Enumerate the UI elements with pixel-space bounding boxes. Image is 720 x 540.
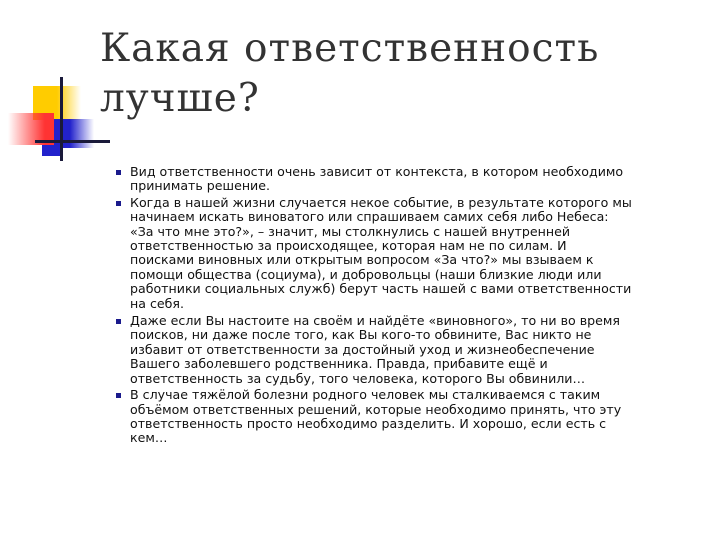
bullet-list [116,165,706,448]
list-item-text-line: Вид ответственности очень зависит от контекста, в котором необходимо [130,164,624,179]
list-item-text-line: ответственность просто необходимо разделить. И хорошо, если есть с [130,415,607,431]
list-item-text-line: кем… [130,430,168,446]
bullet-icon [116,393,121,398]
decorative-squares-logo [0,0,110,170]
bullet-icon [116,201,121,206]
bullet-icon [116,170,121,175]
list-item-text-line: объёмом ответственных решений, которые необходимо принять, что эту [130,401,622,417]
list-item [116,196,706,311]
slide-title [100,24,599,124]
list-item-text-line: поисков, ни даже после того, как Вы кого-то обвините, Вас никто не [130,327,592,343]
list-item-text-line: принимать решение. [130,178,270,194]
list-item-text-line: «За что мне это?», – значит, мы столкнулись с нашей внутренней [130,223,571,239]
list-item-text-line: Вашего заболевшего родственника. Правда, прибавите ещё и [130,356,548,372]
list-item-text-line: избавит от ответственности за достойный уход и жизнеобеспечение [130,341,595,357]
list-item [116,388,706,446]
list-item-text-line: помощи общества (социума), и добровольцы (наши близкие люди или [130,266,602,282]
list-item-text-line: ответственностью за происходящее, которая нам не по силам. И [130,238,567,254]
bullet-icon [116,319,121,324]
list-item-text-line: работники социальных служб) берут часть нашей с вами ответственности [130,281,632,297]
title-line: лучше? [100,76,260,121]
list-item-text-line: В случае тяжёлой болезни родного человек мы сталкиваемся с таким [130,387,601,403]
title-line: Какая ответственность [100,26,600,71]
list-item-text-line: ответственность за судьбу, того человека, которого Вы обвинили… [130,370,586,386]
list-item-text-line: поисками виновных или открытым вопросом «За что?» мы взываем к [130,252,594,268]
list-item-text-line: Когда в нашей жизни случается некое событие, в результате которого мы [130,194,632,210]
list-item-text-line: начинаем искать виноватого или спрашиваем самих себя либо Небеса: [130,209,609,225]
list-item [116,314,706,386]
list-item [116,165,706,194]
list-item-text-line: Даже если Вы настоите на своём и найдёте «виновного», то ни во время [130,313,620,329]
list-item-text-line: на себя. [130,295,184,311]
